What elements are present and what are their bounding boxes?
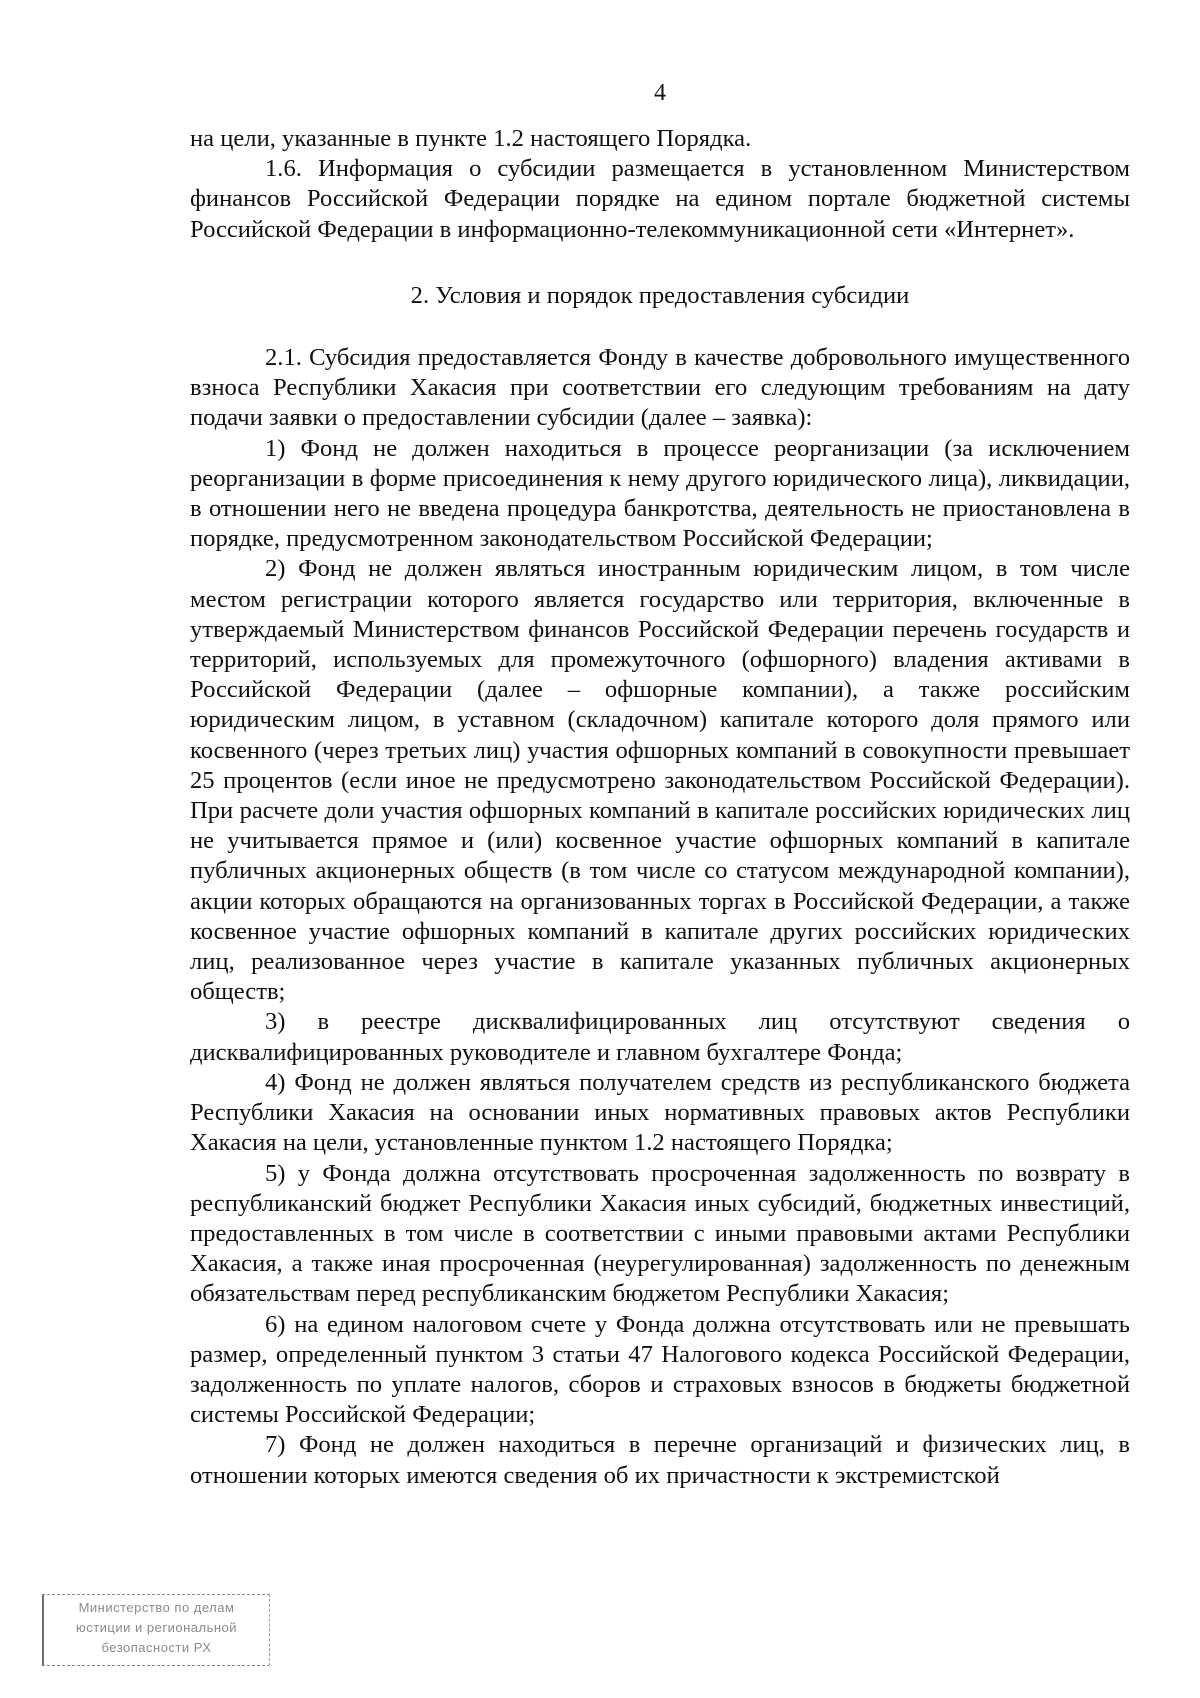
list-item-5: 5) у Фонда должна отсутствовать просроченная задолженность по возврату в республиканский бюджет Республики Хакасия иных субсидий, бюджетных инвестиций, предоставленных в том числе в соответствии с иными правовыми актами Республики Хакасия, а также иная просроченная (неурегулированная) задолженность по денежным обязательствам перед республиканским бюджетом Республики Хакасия; (190, 1159, 1130, 1308)
stamp-line-2: юстиции и региональной (75, 1620, 238, 1635)
paragraph-continuation: на цели, указанные в пункте 1.2 настоящего Порядка. (190, 125, 752, 152)
section-heading: 2. Условия и порядок предоставления субсидии (410, 281, 910, 309)
document-body (190, 124, 1130, 1491)
list-item-6: 6) на едином налоговом счете у Фонда должна отсутствовать или не превышать размер, определенный пунктом 3 статьи 47 Налогового кодекса Российской Федерации, задолженность по уплате налогов, сборов и страховых взносов в бюджеты бюджетной системы Российской Федерации; (190, 1310, 1130, 1429)
list-item-7: 7) Фонд не должен находиться в перечне организаций и физических лиц, в отношении которых имеются сведения об их причастности к экстремистской (190, 1431, 1130, 1489)
list-item-2: 2) Фонд не должен являться иностранным юридическим лицом, в том числе местом регистрации которого является государство или территория, включенные в утверждаемый Министерством финансов Российской Федерации перечень государств и территорий, используемых для промежуточного (офшорного) владения активами в Российской Федерации (далее – офшорные компании), а также российским юридическим лицом, в уставном (складочном) капитале которого доля прямого или косвенного (через третьих лиц) участия офшорных компаний в совокупности превышает 25 процентов (если иное не предусмотрено законодательством Российской Федерации). При расчете доли участия офшорных компаний в капитале российских юридических лиц не учитывается прямое и (или) косвенное участие офшорных компаний в капитале публичных акционерных обществ (в том числе со статусом международной компании), акции которых обращаются на организованных торгах в Российской Федерации, а также косвенное участие офшорных компаний в капитале других российских юридических лиц, реализованное через участие в капитале указанных публичных акционерных обществ; (190, 555, 1130, 1006)
stamp-line-1: Министерство по делам (78, 1600, 235, 1615)
list-item-4: 4) Фонд не должен являться получателем средств из республиканского бюджета Республики Хакасия на основании иных нормативных правовых актов Республики Хакасия на цели, установленные пунктом 1.2 настоящего Порядка; (190, 1068, 1130, 1157)
stamp-line-3: безопасности РХ (101, 1640, 212, 1655)
list-item-1: 1) Фонд не должен находиться в процессе реорганизации (за исключением реорганизации в форме присоединения к нему другого юридического лица), ликвидации, в отношении него не введена процедура банкротства, деятельность не приостановлена в порядке, предусмотренном законодательством Российской Федерации; (190, 434, 1130, 553)
registration-stamp (42, 1594, 270, 1666)
page-number: 4 (654, 80, 666, 106)
list-item-3: 3) в реестре дисквалифицированных лиц отсутствуют сведения о дисквалифицированных руководителе и главном бухгалтере Фонда; (190, 1008, 1130, 1066)
paragraph-2-1: 2.1. Субсидия предоставляется Фонду в качестве добровольного имущественного взноса Республики Хакасия при соответствии его следующим требованиям на дату подачи заявки о предоставлении субсидии (далее – заявка): (190, 344, 1130, 432)
paragraph-1-6: 1.6. Информация о субсидии размещается в установленном Министерством финансов Российской Федерации порядке на едином портале бюджетной системы Российской Федерации в информационно-телекоммуникационной сети «Интернет». (190, 155, 1130, 243)
